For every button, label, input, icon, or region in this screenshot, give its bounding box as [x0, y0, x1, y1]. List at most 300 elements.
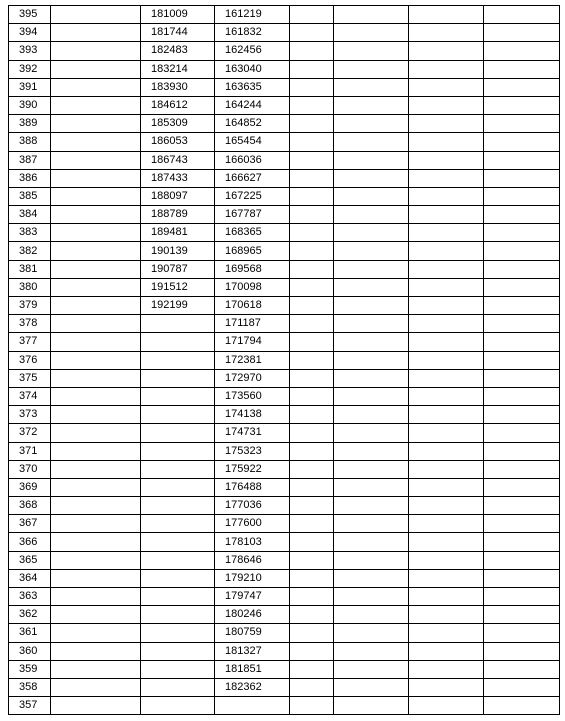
empty-cell: [334, 242, 409, 260]
empty-cell: [334, 642, 409, 660]
value-cell: [141, 660, 215, 678]
score-rank-table: [8, 5, 560, 715]
empty-cell: [51, 206, 141, 224]
score-cell: 383: [9, 224, 51, 242]
empty-cell: [290, 315, 334, 333]
empty-cell: [334, 260, 409, 278]
score-cell: 395: [9, 6, 51, 24]
value-cell: 181327: [215, 642, 290, 660]
empty-cell: [409, 278, 484, 296]
empty-cell: [51, 424, 141, 442]
empty-cell: [484, 387, 560, 405]
table-row: [9, 369, 560, 387]
value-cell: 185309: [141, 115, 215, 133]
empty-cell: [484, 551, 560, 569]
score-cell: 374: [9, 387, 51, 405]
empty-cell: [484, 278, 560, 296]
value-cell: 162456: [215, 42, 290, 60]
empty-cell: [290, 406, 334, 424]
empty-cell: [484, 115, 560, 133]
table-row: [9, 515, 560, 533]
table-row: [9, 151, 560, 169]
score-cell: 377: [9, 333, 51, 351]
empty-cell: [51, 478, 141, 496]
score-cell: 368: [9, 497, 51, 515]
empty-cell: [51, 278, 141, 296]
empty-cell: [484, 442, 560, 460]
empty-cell: [484, 678, 560, 696]
empty-cell: [290, 42, 334, 60]
empty-cell: [334, 278, 409, 296]
empty-cell: [334, 678, 409, 696]
empty-cell: [334, 533, 409, 551]
empty-cell: [484, 333, 560, 351]
value-cell: 170098: [215, 278, 290, 296]
empty-cell: [51, 660, 141, 678]
value-cell: 170618: [215, 297, 290, 315]
empty-cell: [290, 642, 334, 660]
empty-cell: [484, 297, 560, 315]
value-cell: [141, 606, 215, 624]
value-cell: 184612: [141, 96, 215, 114]
empty-cell: [334, 333, 409, 351]
empty-cell: [290, 260, 334, 278]
value-cell: [141, 551, 215, 569]
empty-cell: [484, 515, 560, 533]
empty-cell: [51, 151, 141, 169]
value-cell: 186053: [141, 133, 215, 151]
empty-cell: [290, 624, 334, 642]
empty-cell: [51, 187, 141, 205]
empty-cell: [409, 497, 484, 515]
empty-cell: [409, 133, 484, 151]
value-cell: [141, 387, 215, 405]
value-cell: [215, 697, 290, 715]
empty-cell: [51, 406, 141, 424]
value-cell: 181744: [141, 24, 215, 42]
empty-cell: [484, 460, 560, 478]
table-row: [9, 6, 560, 24]
table-row: [9, 42, 560, 60]
value-cell: [141, 515, 215, 533]
value-cell: [141, 406, 215, 424]
score-cell: 385: [9, 187, 51, 205]
value-cell: 190139: [141, 242, 215, 260]
value-cell: 173560: [215, 387, 290, 405]
table-row: [9, 588, 560, 606]
value-cell: [141, 369, 215, 387]
value-cell: 176488: [215, 478, 290, 496]
value-cell: [141, 460, 215, 478]
table-body: [9, 6, 560, 715]
empty-cell: [484, 533, 560, 551]
empty-cell: [290, 442, 334, 460]
value-cell: 181009: [141, 6, 215, 24]
empty-cell: [484, 624, 560, 642]
value-cell: 180759: [215, 624, 290, 642]
empty-cell: [290, 242, 334, 260]
empty-cell: [290, 278, 334, 296]
empty-cell: [484, 24, 560, 42]
value-cell: 172381: [215, 351, 290, 369]
value-cell: [141, 351, 215, 369]
empty-cell: [290, 697, 334, 715]
empty-cell: [334, 624, 409, 642]
empty-cell: [51, 678, 141, 696]
value-cell: 186743: [141, 151, 215, 169]
empty-cell: [334, 606, 409, 624]
value-cell: 182362: [215, 678, 290, 696]
empty-cell: [51, 442, 141, 460]
score-cell: 359: [9, 660, 51, 678]
empty-cell: [51, 260, 141, 278]
empty-cell: [484, 569, 560, 587]
value-cell: 167225: [215, 187, 290, 205]
empty-cell: [409, 333, 484, 351]
empty-cell: [51, 624, 141, 642]
value-cell: 164852: [215, 115, 290, 133]
empty-cell: [409, 24, 484, 42]
empty-cell: [334, 551, 409, 569]
value-cell: 178646: [215, 551, 290, 569]
empty-cell: [51, 387, 141, 405]
score-cell: 373: [9, 406, 51, 424]
empty-cell: [51, 533, 141, 551]
empty-cell: [484, 151, 560, 169]
value-cell: [141, 569, 215, 587]
value-cell: 192199: [141, 297, 215, 315]
value-cell: [141, 533, 215, 551]
table-row: [9, 333, 560, 351]
value-cell: [141, 478, 215, 496]
empty-cell: [484, 406, 560, 424]
table-row: [9, 96, 560, 114]
value-cell: 191512: [141, 278, 215, 296]
empty-cell: [409, 406, 484, 424]
empty-cell: [484, 187, 560, 205]
table-row: [9, 206, 560, 224]
empty-cell: [484, 478, 560, 496]
value-cell: 164244: [215, 96, 290, 114]
empty-cell: [290, 533, 334, 551]
empty-cell: [334, 460, 409, 478]
score-cell: 382: [9, 242, 51, 260]
score-cell: 370: [9, 460, 51, 478]
score-cell: 366: [9, 533, 51, 551]
value-cell: 177600: [215, 515, 290, 533]
empty-cell: [409, 187, 484, 205]
value-cell: 168365: [215, 224, 290, 242]
empty-cell: [484, 224, 560, 242]
empty-cell: [484, 660, 560, 678]
empty-cell: [409, 42, 484, 60]
score-cell: 357: [9, 697, 51, 715]
empty-cell: [51, 333, 141, 351]
empty-cell: [51, 606, 141, 624]
empty-cell: [334, 6, 409, 24]
empty-cell: [290, 187, 334, 205]
score-cell: 365: [9, 551, 51, 569]
empty-cell: [290, 96, 334, 114]
empty-cell: [290, 424, 334, 442]
empty-cell: [290, 60, 334, 78]
empty-cell: [290, 478, 334, 496]
empty-cell: [334, 78, 409, 96]
empty-cell: [290, 678, 334, 696]
score-cell: 376: [9, 351, 51, 369]
value-cell: [141, 678, 215, 696]
value-cell: [141, 315, 215, 333]
value-cell: 188789: [141, 206, 215, 224]
table-row: [9, 115, 560, 133]
score-cell: 379: [9, 297, 51, 315]
empty-cell: [484, 206, 560, 224]
empty-cell: [51, 369, 141, 387]
empty-cell: [484, 424, 560, 442]
empty-cell: [484, 369, 560, 387]
value-cell: [141, 697, 215, 715]
empty-cell: [484, 315, 560, 333]
empty-cell: [409, 442, 484, 460]
value-cell: 168965: [215, 242, 290, 260]
empty-cell: [484, 588, 560, 606]
table-row: [9, 460, 560, 478]
empty-cell: [51, 697, 141, 715]
empty-cell: [409, 169, 484, 187]
empty-cell: [484, 96, 560, 114]
score-cell: 375: [9, 369, 51, 387]
value-cell: 190787: [141, 260, 215, 278]
empty-cell: [51, 78, 141, 96]
empty-cell: [409, 151, 484, 169]
empty-cell: [51, 224, 141, 242]
empty-cell: [409, 606, 484, 624]
value-cell: 182483: [141, 42, 215, 60]
score-cell: 387: [9, 151, 51, 169]
empty-cell: [290, 515, 334, 533]
empty-cell: [409, 115, 484, 133]
empty-cell: [290, 24, 334, 42]
empty-cell: [484, 42, 560, 60]
table-row: [9, 678, 560, 696]
value-cell: 171187: [215, 315, 290, 333]
empty-cell: [334, 297, 409, 315]
score-cell: 393: [9, 42, 51, 60]
value-cell: 183214: [141, 60, 215, 78]
empty-cell: [290, 351, 334, 369]
score-cell: 364: [9, 569, 51, 587]
empty-cell: [290, 6, 334, 24]
empty-cell: [409, 60, 484, 78]
table-row: [9, 642, 560, 660]
table-row: [9, 697, 560, 715]
empty-cell: [409, 624, 484, 642]
score-cell: 363: [9, 588, 51, 606]
empty-cell: [290, 387, 334, 405]
table-row: [9, 406, 560, 424]
score-cell: 361: [9, 624, 51, 642]
value-cell: 181851: [215, 660, 290, 678]
value-cell: 165454: [215, 133, 290, 151]
empty-cell: [51, 515, 141, 533]
value-cell: 172970: [215, 369, 290, 387]
empty-cell: [484, 497, 560, 515]
table-row: [9, 660, 560, 678]
empty-cell: [334, 588, 409, 606]
table-row: [9, 60, 560, 78]
table-row: [9, 297, 560, 315]
empty-cell: [51, 6, 141, 24]
empty-cell: [334, 424, 409, 442]
value-cell: 178103: [215, 533, 290, 551]
value-cell: [141, 624, 215, 642]
table-row: [9, 351, 560, 369]
score-cell: 390: [9, 96, 51, 114]
score-cell: 367: [9, 515, 51, 533]
empty-cell: [409, 351, 484, 369]
table-row: [9, 133, 560, 151]
empty-cell: [51, 42, 141, 60]
value-cell: 167787: [215, 206, 290, 224]
empty-cell: [334, 660, 409, 678]
empty-cell: [334, 42, 409, 60]
empty-cell: [290, 297, 334, 315]
table-row: [9, 569, 560, 587]
empty-cell: [51, 60, 141, 78]
value-cell: 177036: [215, 497, 290, 515]
score-cell: 381: [9, 260, 51, 278]
empty-cell: [409, 78, 484, 96]
empty-cell: [484, 260, 560, 278]
value-cell: 166627: [215, 169, 290, 187]
empty-cell: [409, 315, 484, 333]
empty-cell: [334, 387, 409, 405]
empty-cell: [51, 351, 141, 369]
empty-cell: [290, 460, 334, 478]
score-cell: 371: [9, 442, 51, 460]
empty-cell: [51, 297, 141, 315]
table-row: [9, 278, 560, 296]
value-cell: 174731: [215, 424, 290, 442]
empty-cell: [484, 351, 560, 369]
score-cell: 380: [9, 278, 51, 296]
empty-cell: [51, 588, 141, 606]
value-cell: 163635: [215, 78, 290, 96]
value-cell: 166036: [215, 151, 290, 169]
empty-cell: [334, 206, 409, 224]
value-cell: [141, 442, 215, 460]
empty-cell: [51, 315, 141, 333]
score-cell: 384: [9, 206, 51, 224]
table-row: [9, 315, 560, 333]
table-row: [9, 497, 560, 515]
table-row: [9, 242, 560, 260]
table-row: [9, 387, 560, 405]
score-cell: 389: [9, 115, 51, 133]
value-cell: 175323: [215, 442, 290, 460]
table-row: [9, 24, 560, 42]
empty-cell: [334, 60, 409, 78]
empty-cell: [484, 697, 560, 715]
empty-cell: [334, 478, 409, 496]
empty-cell: [334, 96, 409, 114]
empty-cell: [334, 442, 409, 460]
empty-cell: [409, 642, 484, 660]
empty-cell: [409, 369, 484, 387]
empty-cell: [51, 569, 141, 587]
empty-cell: [409, 297, 484, 315]
score-cell: 369: [9, 478, 51, 496]
table-row: [9, 78, 560, 96]
empty-cell: [409, 588, 484, 606]
empty-cell: [334, 115, 409, 133]
score-cell: 392: [9, 60, 51, 78]
empty-cell: [409, 697, 484, 715]
score-cell: 372: [9, 424, 51, 442]
empty-cell: [334, 497, 409, 515]
value-cell: 161219: [215, 6, 290, 24]
value-cell: 188097: [141, 187, 215, 205]
empty-cell: [334, 224, 409, 242]
value-cell: [141, 588, 215, 606]
empty-cell: [334, 697, 409, 715]
empty-cell: [409, 478, 484, 496]
empty-cell: [409, 96, 484, 114]
empty-cell: [290, 78, 334, 96]
empty-cell: [409, 460, 484, 478]
empty-cell: [290, 497, 334, 515]
score-cell: 388: [9, 133, 51, 151]
value-cell: 180246: [215, 606, 290, 624]
empty-cell: [409, 387, 484, 405]
value-cell: [141, 497, 215, 515]
value-cell: 161832: [215, 24, 290, 42]
value-cell: [141, 642, 215, 660]
empty-cell: [334, 351, 409, 369]
score-cell: 362: [9, 606, 51, 624]
empty-cell: [51, 642, 141, 660]
empty-cell: [290, 224, 334, 242]
empty-cell: [409, 569, 484, 587]
empty-cell: [334, 369, 409, 387]
value-cell: 171794: [215, 333, 290, 351]
empty-cell: [484, 6, 560, 24]
value-cell: 174138: [215, 406, 290, 424]
empty-cell: [290, 660, 334, 678]
empty-cell: [290, 115, 334, 133]
empty-cell: [484, 606, 560, 624]
empty-cell: [334, 315, 409, 333]
table-row: [9, 478, 560, 496]
empty-cell: [484, 133, 560, 151]
empty-cell: [484, 169, 560, 187]
empty-cell: [290, 333, 334, 351]
empty-cell: [409, 533, 484, 551]
value-cell: 179747: [215, 588, 290, 606]
empty-cell: [484, 642, 560, 660]
value-cell: 189481: [141, 224, 215, 242]
empty-cell: [334, 151, 409, 169]
table-row: [9, 551, 560, 569]
empty-cell: [334, 515, 409, 533]
score-cell: 386: [9, 169, 51, 187]
score-cell: 360: [9, 642, 51, 660]
empty-cell: [290, 151, 334, 169]
table-row: [9, 533, 560, 551]
empty-cell: [409, 6, 484, 24]
value-cell: 183930: [141, 78, 215, 96]
empty-cell: [409, 515, 484, 533]
